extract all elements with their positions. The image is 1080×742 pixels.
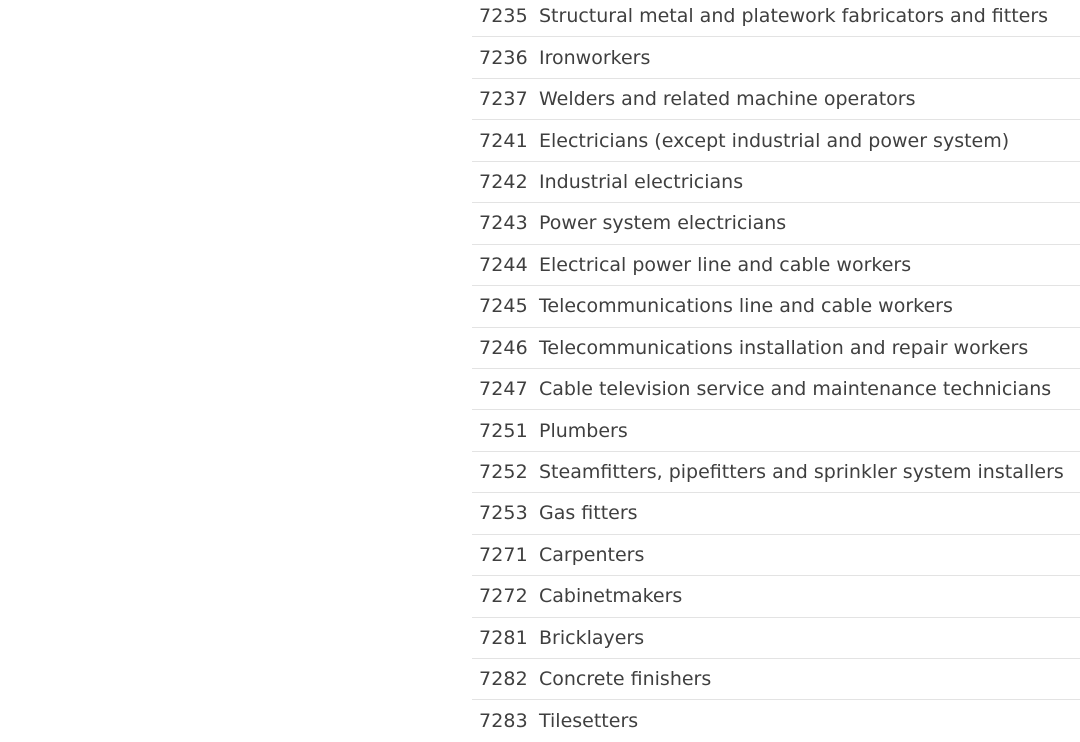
table-row: [472, 700, 1080, 741]
table-row: [472, 369, 1080, 410]
occupation-title: Gas fitters: [539, 502, 638, 525]
occupation-title: Ironworkers: [539, 46, 651, 69]
occupation-code: 7243: [479, 212, 528, 235]
occupation-code: 7237: [479, 88, 528, 111]
occupation-title: Tilesetters: [539, 710, 639, 733]
occupation-code: 7252: [479, 461, 528, 484]
occupation-code: 7272: [479, 585, 528, 608]
occupation-code: 7245: [479, 295, 528, 318]
occupation-code: 7247: [479, 378, 528, 401]
table-row: [472, 452, 1080, 493]
occupation-title: Bricklayers: [539, 626, 645, 649]
table-row: [472, 120, 1080, 161]
occupation-code: 7282: [479, 668, 528, 691]
occupation-title: Steamfitters, pipefitters and sprinkler system installers: [539, 461, 1064, 484]
occupation-title: Concrete finishers: [539, 668, 712, 691]
table-row: [472, 245, 1080, 286]
occupation-code: 7242: [479, 170, 528, 193]
occupation-title: Plumbers: [539, 419, 628, 442]
table-row: [472, 0, 1080, 37]
table-row: [472, 79, 1080, 120]
table-row: [472, 162, 1080, 203]
table-row: [472, 37, 1080, 78]
table-row: [472, 659, 1080, 700]
occupation-title: Welders and related machine operators: [539, 88, 916, 111]
occupation-title: Telecommunications line and cable workers: [539, 295, 953, 318]
occupation-title: Cable television service and maintenance technicians: [539, 378, 1052, 401]
table-row: [472, 203, 1080, 244]
occupation-title: Electricians (except industrial and power system): [539, 129, 1010, 152]
occupation-title: Power system electricians: [539, 212, 787, 235]
table-row: [472, 618, 1080, 659]
occupation-code: 7235: [479, 5, 528, 28]
occupation-title: Structural metal and platework fabricators and fitters: [539, 5, 1049, 28]
occupation-title: Cabinetmakers: [539, 585, 683, 608]
table-row: [472, 410, 1080, 451]
table-row: [472, 286, 1080, 327]
occupation-code: 7271: [479, 543, 528, 566]
occupation-title: Carpenters: [539, 543, 645, 566]
occupation-code: 7251: [479, 419, 528, 442]
occupation-code: 7246: [479, 336, 528, 359]
table-row: [472, 576, 1080, 617]
table-row: [472, 535, 1080, 576]
occupation-title: Industrial electricians: [539, 170, 744, 193]
occupation-code: 7236: [479, 46, 528, 69]
occupation-title: Telecommunications installation and repair workers: [539, 336, 1029, 359]
occupation-title: Electrical power line and cable workers: [539, 253, 912, 276]
occupation-code: 7283: [479, 710, 528, 733]
occupation-code: 7244: [479, 253, 528, 276]
table-row: [472, 493, 1080, 534]
occupation-code: 7281: [479, 626, 528, 649]
occupation-code-table: [472, 0, 1080, 742]
occupation-code: 7241: [479, 129, 528, 152]
table-row: [472, 328, 1080, 369]
occupation-code: 7253: [479, 502, 528, 525]
